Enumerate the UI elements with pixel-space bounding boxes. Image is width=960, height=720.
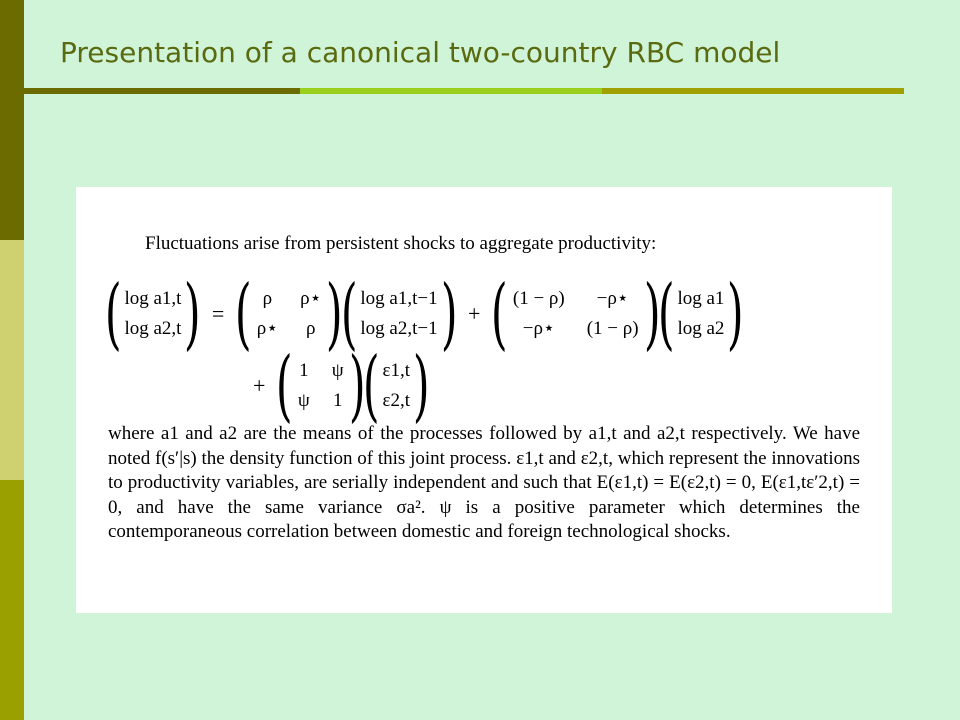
plus-sign: +	[253, 373, 266, 398]
lhs-entry-1: log a1,t	[124, 288, 182, 309]
shock-matrix	[292, 356, 350, 416]
lhs-vector	[120, 284, 185, 344]
matrix-entry: −ρ⋆	[596, 288, 629, 309]
intro-sentence: Fluctuations arise from persistent shocks to aggregate productivity:	[145, 233, 657, 254]
var-equation-line-2	[241, 341, 430, 431]
paren-right: )	[412, 341, 430, 431]
paren-right: )	[643, 269, 661, 359]
explanation-paragraph: where a1 and a2 are the means of the processes followed by a1,t and a2,t respectively. We have noted f(s′|s) the density function of this joint process. ε1,t and ε2,t, which represent the innovations to productivity variables, are serially independent and such that E(ε1,t) = E(ε2,t) = 0, E(ε1,tε′2,t) = 0, and have the same variance σa². ψ is a positive parameter which determines the contemporaneous correlation between domestic and foreign technological shocks.	[108, 423, 860, 542]
lagged-entry-1: log a1,t−1	[360, 288, 438, 309]
paren-left: (	[657, 269, 675, 359]
sidebar-stripe-bottom	[0, 480, 24, 720]
transition-matrix	[251, 284, 328, 344]
slide-title: Presentation of a canonical two-country RBC model	[60, 36, 781, 69]
paren-right: )	[440, 269, 458, 359]
sidebar-stripe-middle	[0, 240, 24, 480]
matrix-entry: ψ	[297, 390, 310, 411]
lagged-vector	[356, 284, 441, 344]
paren-left: (	[235, 269, 252, 359]
matrix-entry: 1	[332, 390, 343, 411]
innovation-vector	[379, 356, 415, 416]
paren-left: (	[340, 269, 358, 359]
paren-right: )	[326, 269, 344, 359]
innovation-entry-1: ε1,t	[382, 360, 411, 381]
matrix-entry: 1	[299, 360, 309, 381]
paren-right: )	[727, 269, 745, 359]
plus-sign: +	[468, 301, 481, 326]
sidebar-stripe-top	[0, 0, 24, 240]
mean-vector	[673, 284, 728, 344]
equation-image-panel	[76, 187, 892, 613]
matrix-entry: (1 − ρ)	[586, 318, 639, 339]
paren-left: (	[104, 269, 122, 359]
title-rule-segment-3	[602, 88, 904, 94]
lhs-entry-2: log a2,t	[124, 318, 182, 339]
paren-right: )	[348, 341, 366, 431]
matrix-entry: ρ	[262, 288, 273, 309]
constant-matrix	[507, 284, 645, 344]
matrix-entry: ψ	[331, 360, 344, 381]
paren-left: (	[362, 341, 380, 431]
matrix-entry: ρ⋆	[300, 288, 322, 309]
matrix-entry: ρ	[306, 318, 316, 339]
title-rule-segment-1	[24, 88, 300, 94]
mean-entry-1: log a1	[677, 288, 725, 309]
matrix-entry: ρ⋆	[256, 318, 279, 339]
matrix-entry: (1 − ρ)	[512, 288, 565, 309]
paren-right: )	[184, 269, 202, 359]
mean-entry-2: log a2	[677, 318, 725, 339]
innovation-entry-2: ε2,t	[382, 390, 411, 411]
title-rule-segment-2	[300, 88, 602, 94]
lagged-entry-2: log a2,t−1	[360, 318, 438, 339]
equals-sign: =	[211, 301, 225, 326]
matrix-entry: −ρ⋆	[522, 318, 555, 339]
paren-left: (	[491, 269, 509, 359]
paren-left: (	[276, 341, 294, 431]
